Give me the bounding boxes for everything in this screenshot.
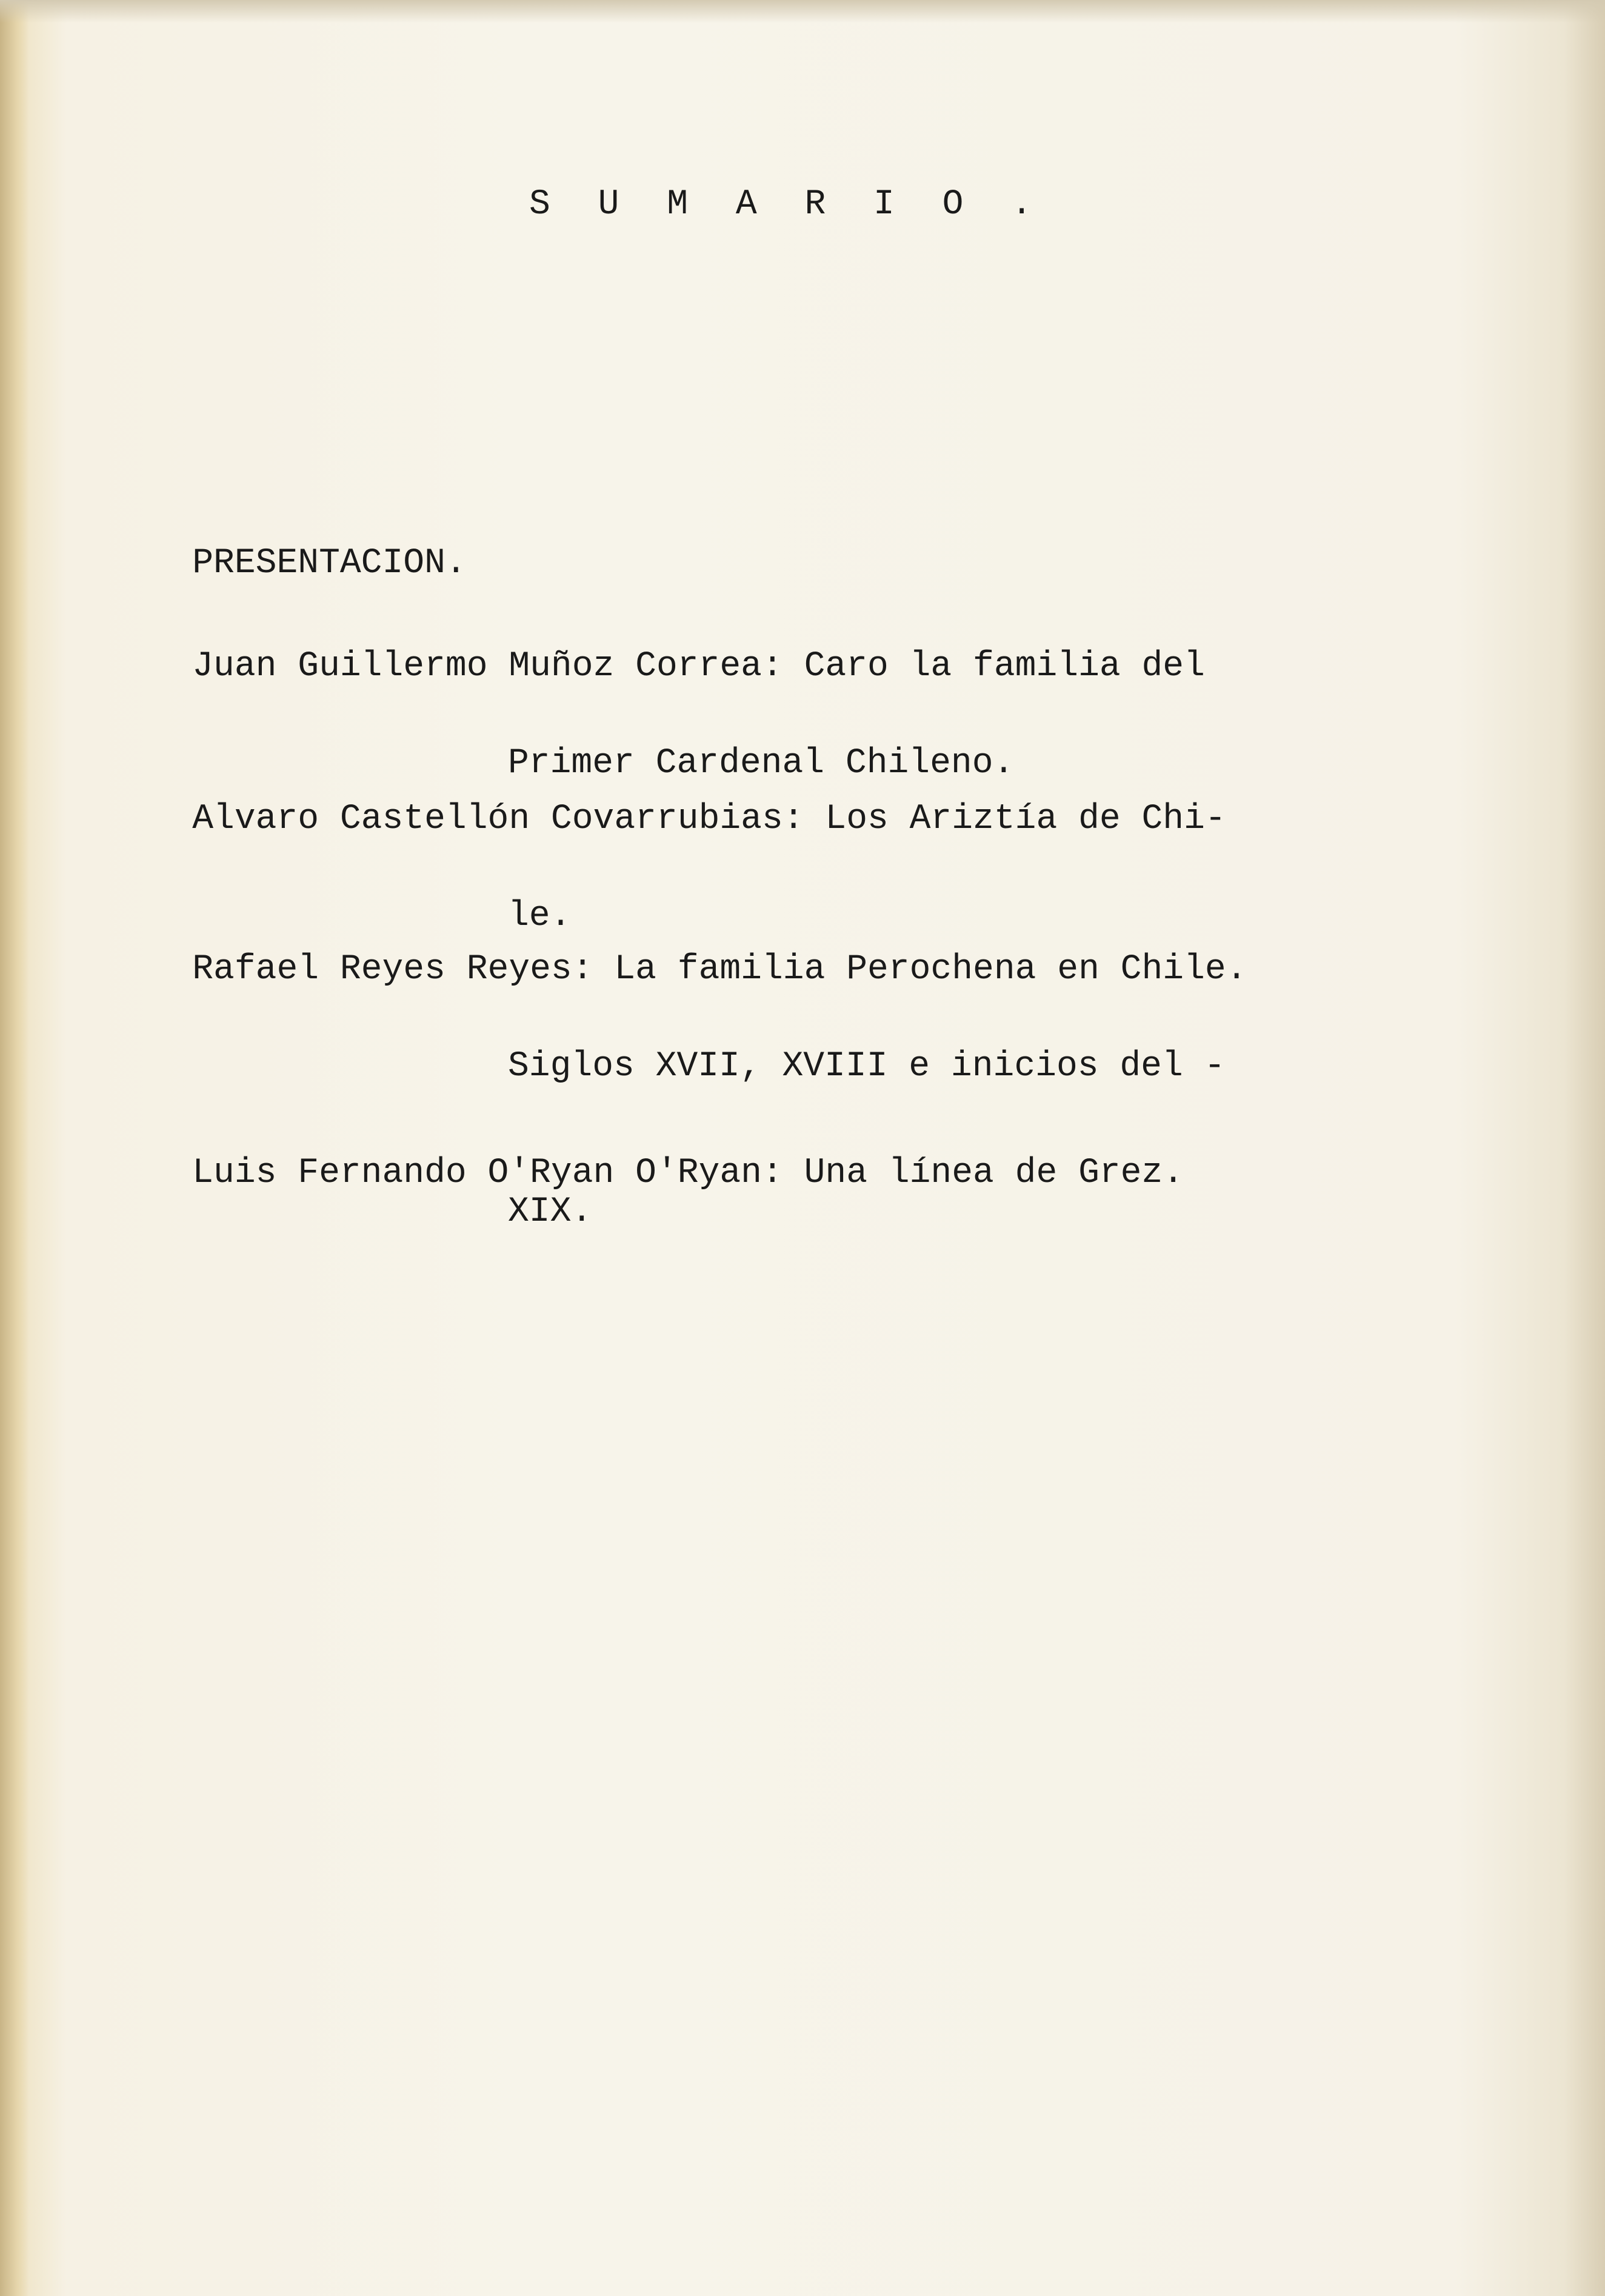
- toc-entry-line: PRESENTACION.: [192, 544, 467, 583]
- toc-entry-line: Rafael Reyes Reyes: La familia Perochena en Chile.: [192, 950, 1247, 989]
- toc-entry-continuation: Siglos XVII, XVIII e inicios del -: [508, 1047, 1226, 1086]
- toc-entry-oryan: [108, 1101, 1184, 1246]
- page-title: S U M A R I O .: [529, 185, 1046, 224]
- binding-edge: [0, 0, 29, 2296]
- toc-entry-continuation: le.: [508, 896, 572, 936]
- toc-entry-line: Alvaro Castellón Covarrubias: Los Ariztía de Chi-: [192, 799, 1226, 839]
- toc-entry-continuation: XIX.: [508, 1192, 593, 1232]
- toc-entry-line: Luis Fernando O'Ryan O'Ryan: Una línea de Grez.: [192, 1153, 1184, 1193]
- toc-entry-line: Juan Guillermo Muñoz Correa: Caro la familia del: [192, 647, 1205, 686]
- page-top-edge: [0, 0, 1605, 23]
- toc-entry-continuation: Primer Cardenal Chileno.: [508, 744, 1015, 783]
